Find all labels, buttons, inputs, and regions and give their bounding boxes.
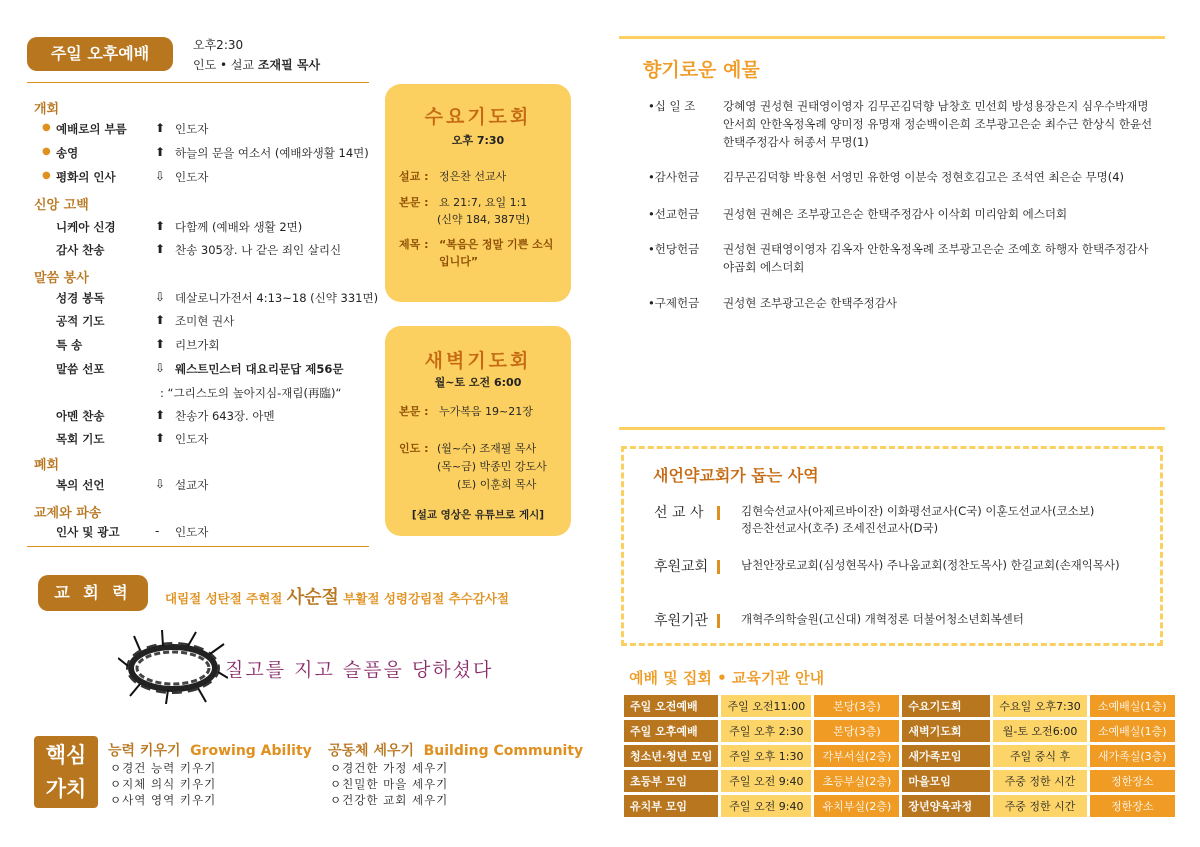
support-bar-icon bbox=[717, 560, 720, 574]
order-item bbox=[42, 337, 372, 355]
order-value: 데살로니가전서 4:13~18 (신약 331면) bbox=[175, 291, 379, 305]
meeting-time: 주일 오전 9:40 bbox=[721, 770, 811, 792]
meeting-name: 유치부 모임 bbox=[624, 795, 718, 817]
dawn-lead-1: (월~수) 조재필 목사 bbox=[437, 442, 537, 455]
order-value: : “그리스도의 높아지심-재림(再臨)“ bbox=[160, 386, 342, 400]
meeting-name: 장년양육과정 bbox=[902, 795, 990, 817]
meeting-name: 새가족모임 bbox=[902, 745, 990, 767]
sit-arrow-icon: ⇩ bbox=[155, 290, 166, 304]
dawn-text-label: 본문 : bbox=[399, 405, 429, 418]
subject-label: 제목 : bbox=[399, 238, 429, 251]
dawn-lead-2: (목~금) 박종민 강도사 bbox=[437, 460, 547, 473]
stand-arrow-icon: ⬆ bbox=[155, 313, 166, 327]
offering-names: 권성현 권태영이영자 김옥자 안한옥정옥례 조부광고은순 조예호 하행자 한택주정감사 야곱회 에스더회 bbox=[723, 242, 1149, 274]
support-label: 후원기관 bbox=[654, 613, 709, 629]
order-item bbox=[42, 219, 372, 237]
meeting-name: 초등부 모임 bbox=[624, 770, 718, 792]
offering-names: 권성현 권혜은 조부광고은순 한택주정감사 이삭회 미리암회 에스더회 bbox=[723, 207, 1068, 221]
stand-arrow-icon: ⬆ bbox=[155, 337, 166, 351]
order-item bbox=[42, 477, 372, 495]
dash-icon: - bbox=[155, 524, 160, 538]
service-time: 오후2:30 bbox=[193, 38, 244, 52]
bullet-icon: ● bbox=[42, 122, 51, 133]
order-label: 송영 bbox=[56, 146, 79, 160]
order-value: 다함께 (예배와 생활 2면) bbox=[175, 220, 303, 234]
order-label: 니케아 신경 bbox=[56, 220, 116, 234]
order-label: 특 송 bbox=[56, 338, 83, 352]
divider bbox=[619, 427, 1165, 430]
order-value: 웨스트민스터 대요리문답 제56문 bbox=[175, 362, 344, 376]
order-value: 인도자 bbox=[175, 525, 209, 539]
meeting-place: 유치부실(2층) bbox=[814, 795, 899, 817]
offering-label: •감사헌금 bbox=[648, 170, 700, 184]
order-value: 조미현 권사 bbox=[175, 314, 235, 328]
service-lead-prefix: 인도 • 설교 bbox=[193, 58, 255, 72]
support-title: 새언약교회가 돕는 사역 bbox=[653, 466, 819, 485]
meeting-name: 주일 오전예배 bbox=[624, 695, 718, 717]
section-heading: 신앙 고백 bbox=[34, 198, 89, 213]
core-col1-list bbox=[110, 760, 216, 808]
core-title-1: 핵심 bbox=[45, 743, 87, 767]
support-label: 후원교회 bbox=[654, 559, 709, 575]
core-col1-kr: 능력 키우기 bbox=[108, 743, 181, 759]
meeting-place: 각부서실(2층) bbox=[814, 745, 899, 767]
order-label: 감사 찬송 bbox=[56, 243, 105, 257]
order-item bbox=[42, 169, 372, 187]
meeting-time: 주중 정한 시간 bbox=[993, 770, 1086, 792]
meeting-place: 소예배실(1층) bbox=[1090, 695, 1175, 717]
stand-arrow-icon: ⬆ bbox=[155, 242, 166, 256]
order-label: 복의 선언 bbox=[56, 478, 105, 492]
dawn-note: [설교 영상은 유튜브로 게시] bbox=[411, 509, 545, 521]
wednesday-preacher: 정은찬 선교사 bbox=[439, 170, 507, 183]
offering-names: 김무곤김덕향 박용현 서영민 유한영 이분숙 정현호김고은 조석연 최은순 무명(4) bbox=[723, 170, 1125, 184]
core-value-item: ㅇ건강한 교회 세우기 bbox=[330, 793, 449, 807]
schedule-row bbox=[624, 695, 1175, 717]
order-item bbox=[42, 121, 372, 139]
meeting-name: 주일 오후예배 bbox=[624, 720, 718, 742]
order-value: 하늘의 문을 여소서 (예배와생활 14면) bbox=[175, 146, 369, 160]
meeting-time: 수요일 오후7:30 bbox=[993, 695, 1086, 717]
stand-arrow-icon: ⬆ bbox=[155, 121, 166, 135]
dawn-lead-label: 인도 : bbox=[399, 442, 429, 455]
sit-arrow-icon: ⇩ bbox=[155, 169, 166, 183]
order-label: 평화의 인사 bbox=[56, 170, 116, 184]
schedule-table bbox=[621, 692, 1178, 820]
service-title: 주일 오후예배 bbox=[27, 37, 173, 71]
offering-label: •십 일 조 bbox=[648, 99, 696, 113]
core-value-item: ㅇ지체 의식 키우기 bbox=[110, 777, 217, 791]
order-item bbox=[42, 408, 372, 426]
meeting-place: 소예배실(1층) bbox=[1090, 720, 1175, 742]
order-value: 인도자 bbox=[175, 432, 209, 446]
meeting-name: 새벽기도회 bbox=[902, 720, 990, 742]
meeting-name: 청소년·청년 모임 bbox=[624, 745, 718, 767]
order-value: 찬송가 643장. 아멘 bbox=[175, 409, 275, 423]
support-label: 선 교 사 bbox=[654, 505, 704, 521]
wednesday-text: 요 21:7, 요일 1:1 bbox=[439, 196, 528, 209]
order-label: 공적 기도 bbox=[56, 314, 105, 328]
offering-names: 권성현 조부광고은순 한택주정감사 bbox=[723, 296, 897, 310]
order-value: 인도자 bbox=[175, 122, 209, 136]
support-bar-icon bbox=[717, 506, 720, 520]
meeting-time: 주중 정한 시간 bbox=[993, 795, 1086, 817]
core-col2-title bbox=[328, 740, 583, 760]
meeting-time: 주일 오후 1:30 bbox=[721, 745, 811, 767]
meeting-time: 월-토 오전6:00 bbox=[993, 720, 1086, 742]
order-label: 목회 기도 bbox=[56, 432, 105, 446]
offering-label: •헌당헌금 bbox=[648, 242, 700, 256]
crown-of-thorns-icon bbox=[118, 628, 228, 704]
offerings-title: 향기로운 예물 bbox=[643, 59, 760, 81]
meeting-time: 주일 오전11:00 bbox=[721, 695, 811, 717]
section-heading: 말씀 봉사 bbox=[34, 271, 89, 286]
meeting-time: 주일 중식 후 bbox=[993, 745, 1086, 767]
offering-label: •선교헌금 bbox=[648, 207, 700, 221]
order-value: 설교자 bbox=[175, 478, 209, 492]
service-lead-name: 조재필 목사 bbox=[257, 58, 321, 72]
preacher-label: 설교 : bbox=[399, 170, 429, 183]
meeting-place: 본당(3층) bbox=[814, 720, 899, 742]
meeting-place: 정한장소 bbox=[1090, 795, 1175, 817]
core-value-item: ㅇ경건 능력 키우기 bbox=[110, 761, 217, 775]
order-item bbox=[42, 242, 372, 260]
wednesday-subject-2: 입니다” bbox=[439, 255, 479, 268]
calendar-current: 사순절 bbox=[286, 587, 339, 608]
core-value-item: ㅇ경건한 가정 세우기 bbox=[330, 761, 449, 775]
meeting-place: 본당(3층) bbox=[814, 695, 899, 717]
order-item bbox=[42, 431, 372, 449]
dawn-title: 새벽기도회 bbox=[424, 350, 532, 372]
support-names: 남천안장로교회(심성현목사) 주나움교회(정찬도목사) 한길교회(손재익목사) bbox=[741, 558, 1120, 572]
calendar-before: 대림절 성탄절 주현절 bbox=[165, 591, 283, 606]
core-col1-title bbox=[108, 740, 312, 760]
schedule-row bbox=[624, 720, 1175, 742]
dawn-lead-3: (토) 이훈희 목사 bbox=[457, 478, 537, 491]
core-col2-kr: 공동체 세우기 bbox=[328, 743, 415, 759]
support-names: 개혁주의학술원(고신대) 개혁정론 더불어청소년회복센터 bbox=[741, 612, 1024, 626]
calendar-caption: 질고를 지고 슬픔을 당하셨다 bbox=[225, 659, 494, 681]
calendar-seasons bbox=[165, 583, 509, 609]
schedule-row bbox=[624, 770, 1175, 792]
stand-arrow-icon: ⬆ bbox=[155, 431, 166, 445]
support-names: 김현숙선교사(아제르바이잔) 이화평선교사(C국) 이훈도선교사(코소보) bbox=[741, 504, 1095, 518]
meeting-place: 정한장소 bbox=[1090, 770, 1175, 792]
order-label: 아멘 찬송 bbox=[56, 409, 105, 423]
schedule-row bbox=[624, 795, 1175, 817]
order-item bbox=[42, 145, 372, 163]
sit-arrow-icon: ⇩ bbox=[155, 361, 166, 375]
meeting-name: 수요기도회 bbox=[902, 695, 990, 717]
dawn-time: 월~토 오전 6:00 bbox=[434, 376, 522, 389]
support-names: 정은찬선교사(호주) 조세진선교사(D국) bbox=[741, 521, 939, 535]
section-heading: 개회 bbox=[34, 102, 60, 117]
order-label: 예배로의 부름 bbox=[56, 122, 127, 136]
order-item bbox=[42, 290, 379, 308]
core-col2-list bbox=[330, 760, 448, 808]
text-label: 본문 : bbox=[399, 196, 429, 209]
bullet-icon: ● bbox=[42, 146, 51, 157]
meeting-place: 초등부실(2층) bbox=[814, 770, 899, 792]
sit-arrow-icon: ⇩ bbox=[155, 477, 166, 491]
wednesday-time: 오후 7:30 bbox=[451, 134, 505, 147]
order-item bbox=[42, 385, 372, 403]
offering-label: •구제헌금 bbox=[648, 296, 700, 310]
divider bbox=[27, 82, 369, 83]
order-item bbox=[42, 361, 372, 379]
order-value: 찬송 305장. 나 같은 죄인 살리신 bbox=[175, 243, 342, 257]
calendar-title: 교 회 력 bbox=[38, 575, 148, 611]
divider bbox=[27, 546, 369, 547]
calendar-after: 부활절 성령강림절 추수감사절 bbox=[343, 591, 509, 606]
core-col1-en: Growing Ability bbox=[190, 743, 312, 759]
meeting-time: 주일 오후 2:30 bbox=[721, 720, 811, 742]
section-heading: 폐회 bbox=[34, 458, 60, 473]
schedule-title: 예배 및 집회 • 교육기관 안내 bbox=[629, 669, 825, 687]
order-item bbox=[42, 524, 372, 542]
wednesday-subject: “복음은 정말 기쁜 소식 bbox=[439, 238, 554, 251]
dawn-box bbox=[385, 326, 571, 536]
order-label: 인사 및 광고 bbox=[56, 525, 120, 539]
stand-arrow-icon: ⬆ bbox=[155, 219, 166, 233]
order-value: 리브가회 bbox=[175, 338, 220, 352]
stand-arrow-icon: ⬆ bbox=[155, 408, 166, 422]
meeting-place: 새가족실(3층) bbox=[1090, 745, 1175, 767]
core-col2-en: Building Community bbox=[423, 743, 584, 759]
order-value: 인도자 bbox=[175, 170, 209, 184]
order-label: 성경 봉독 bbox=[56, 291, 105, 305]
wednesday-text-pages: (신약 184, 387면) bbox=[437, 213, 530, 226]
support-bar-icon bbox=[717, 614, 720, 628]
schedule-row bbox=[624, 745, 1175, 767]
section-heading: 교제와 파송 bbox=[34, 506, 102, 521]
wednesday-title: 수요기도회 bbox=[424, 106, 532, 128]
offering-names: 강혜영 권성현 권태영이영자 김무곤김덕향 남창호 민선희 방성용장은지 심우수박재명 안서희 안한옥정옥례 양미정 유명재 정순백이은희 조부광고은순 최수근 한상식 한윤선 한택주정감사 허종서 무명(1) bbox=[723, 99, 1153, 149]
service-lead bbox=[193, 56, 320, 73]
stand-arrow-icon: ⬆ bbox=[155, 145, 166, 159]
dawn-text: 누가복음 19~21장 bbox=[439, 405, 533, 418]
core-values-label bbox=[34, 736, 98, 808]
divider bbox=[619, 36, 1165, 39]
order-item bbox=[42, 313, 372, 331]
bullet-icon: ● bbox=[42, 170, 51, 181]
core-title-2: 가치 bbox=[45, 777, 87, 801]
core-value-item: ㅇ사역 영역 키우기 bbox=[110, 793, 217, 807]
meeting-name: 마을모임 bbox=[902, 770, 990, 792]
meeting-time: 주일 오전 9:40 bbox=[721, 795, 811, 817]
wednesday-box bbox=[385, 84, 571, 302]
core-value-item: ㅇ친밀한 마을 세우기 bbox=[330, 777, 449, 791]
order-label: 말씀 선포 bbox=[56, 362, 105, 376]
